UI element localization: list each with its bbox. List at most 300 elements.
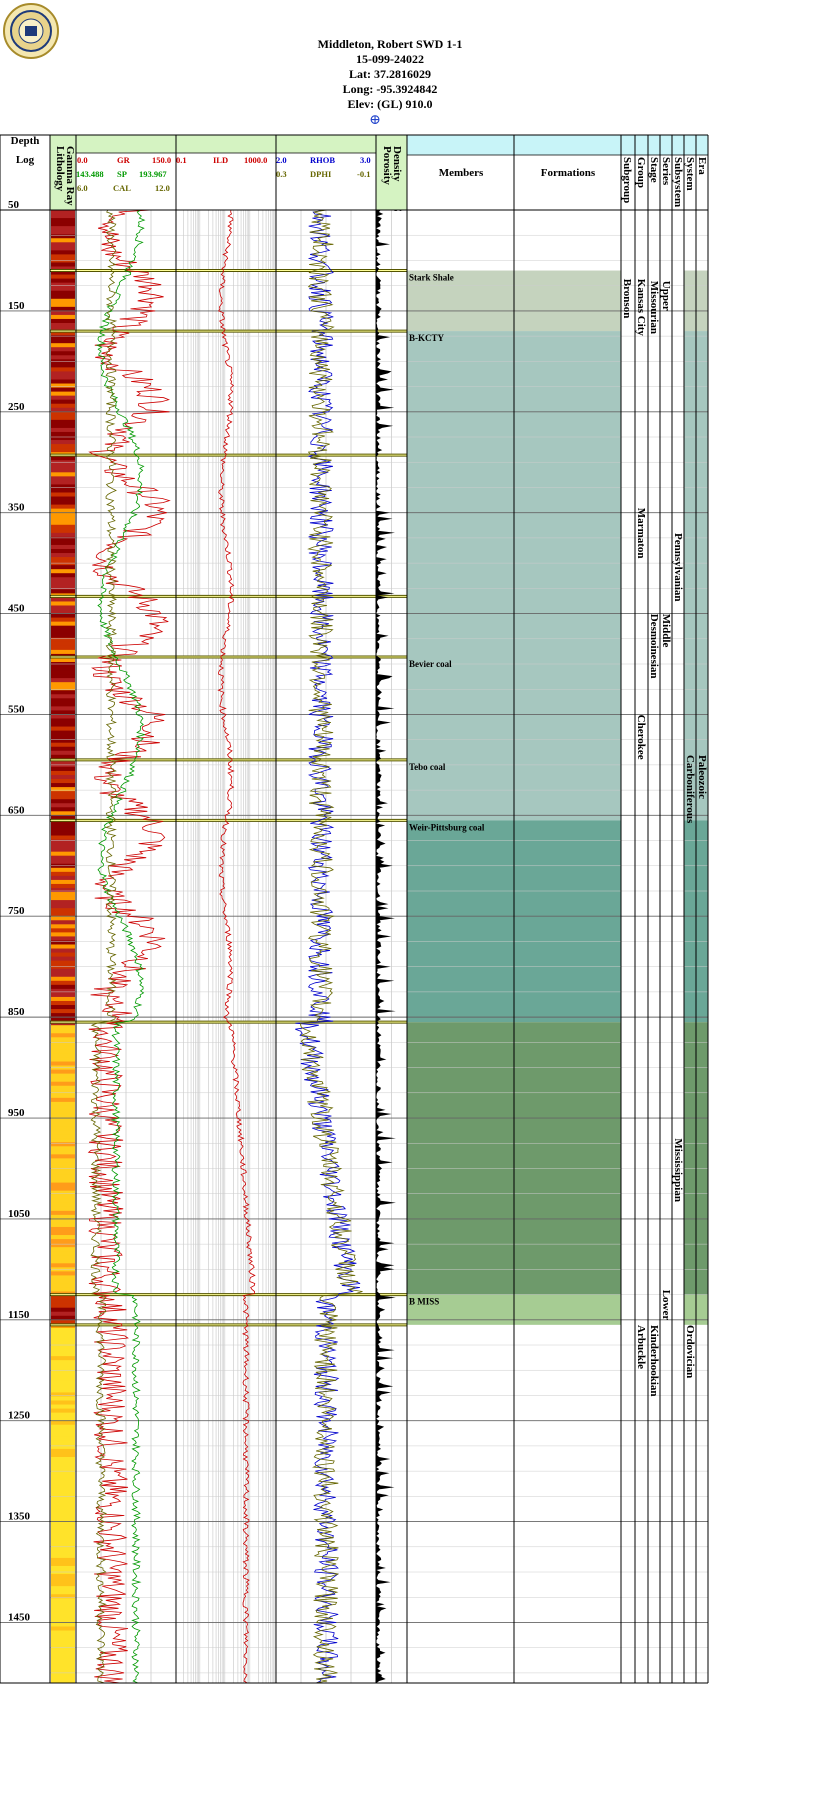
rhob-min: 2.0	[276, 155, 287, 165]
depth-tick-label: 250	[8, 400, 25, 413]
lithology-cell	[51, 791, 75, 796]
lithology-cell	[51, 1465, 75, 1470]
lithology-cell	[51, 723, 75, 728]
lithology-cell	[51, 577, 75, 582]
lithology-cell	[51, 1405, 75, 1410]
depth-tick-label: 350	[8, 501, 25, 514]
lithology-cell	[51, 1009, 75, 1014]
lithology-cell	[51, 371, 75, 376]
lithology-cell	[51, 1090, 75, 1095]
lithology-cell	[51, 1074, 75, 1079]
crosshair-icon[interactable]: ⊕	[369, 113, 381, 128]
lithology-cell	[51, 1263, 75, 1268]
lithology-cell	[51, 295, 75, 300]
lithology-cell	[51, 638, 75, 643]
lithology-cell	[51, 1392, 75, 1397]
lithology-cell	[51, 823, 75, 828]
lithology-cell	[51, 303, 75, 308]
lithology-cell	[51, 396, 75, 401]
porosity-title: Porosity	[381, 146, 393, 185]
lithology-cell	[51, 1352, 75, 1357]
lithology-cell	[51, 1663, 75, 1668]
lithology-cell	[51, 1445, 75, 1450]
lithology-cell	[51, 214, 75, 219]
lithology-cell	[51, 497, 75, 502]
ild-curve	[218, 210, 254, 1683]
lithology-cell	[51, 275, 75, 280]
lithology-cell	[51, 1033, 75, 1038]
lithology-cell	[51, 238, 75, 243]
lithology-cell	[51, 626, 75, 631]
lithology-cell	[51, 1344, 75, 1349]
dphi-min: 0.3	[276, 169, 287, 179]
members-title: Members	[438, 167, 484, 179]
lithology-cell	[51, 1429, 75, 1434]
lithology-cell	[51, 513, 75, 518]
lithology-cell	[51, 444, 75, 449]
lithology-cell	[51, 1283, 75, 1288]
lithology-cell	[51, 1340, 75, 1345]
unit-label: Pennsylvanian	[672, 533, 684, 602]
depth-tick-label: 1150	[8, 1308, 30, 1321]
lithology-cell	[51, 1384, 75, 1389]
lithology-cell	[51, 993, 75, 998]
formation-top-label: Stark Shale	[409, 272, 454, 283]
lithology-cell	[51, 1312, 75, 1317]
dphi-name: DPHI	[310, 169, 332, 179]
depth-tick-label: 1050	[8, 1207, 30, 1220]
lithology-cell	[51, 589, 75, 594]
lithology-cell	[51, 440, 75, 445]
lithology-cell	[51, 1562, 75, 1567]
lithology-cell	[51, 250, 75, 255]
lithology-cell	[51, 1094, 75, 1099]
lithology-cell	[51, 311, 75, 316]
subgroup-title: Subgroup	[621, 157, 633, 204]
series-title: Series	[660, 157, 672, 186]
lithology-cell	[51, 1275, 75, 1280]
lithology-cell	[51, 940, 75, 945]
lithology-cell	[51, 1098, 75, 1103]
lithology-cell	[51, 868, 75, 873]
lithology-cell	[51, 480, 75, 485]
lithology-cell	[51, 1170, 75, 1175]
lithology-cell	[51, 1409, 75, 1414]
era-band	[696, 271, 708, 332]
lithology-cell	[51, 920, 75, 925]
lithology-cell	[51, 1057, 75, 1062]
depth-tick-label: 1450	[8, 1611, 30, 1624]
lithology-cell	[51, 605, 75, 610]
lithology-cell	[51, 1360, 75, 1365]
lithology-cell	[51, 1150, 75, 1155]
lithology-cell	[51, 840, 75, 845]
lithology-cell	[51, 1158, 75, 1163]
lithology-cell	[51, 412, 75, 417]
lithology-cell	[51, 670, 75, 675]
depth-tick-label: 550	[8, 703, 25, 716]
lithology-cell	[51, 359, 75, 364]
lithology-cell	[51, 1550, 75, 1555]
lithology-cell	[51, 537, 75, 542]
unit-label: Missourian	[648, 280, 660, 334]
lithology-cell	[51, 1162, 75, 1167]
lithology-cell	[51, 492, 75, 497]
lithology-cell	[51, 1179, 75, 1184]
lithology-cell	[51, 1457, 75, 1462]
lithology-cell	[51, 1489, 75, 1494]
system-band	[684, 331, 696, 820]
lithology-cell	[51, 1062, 75, 1067]
lithology-cell	[51, 860, 75, 865]
lithology-cell	[51, 1509, 75, 1514]
lithology-cell	[51, 291, 75, 296]
lithology-cell	[51, 977, 75, 982]
ild-name: ILD	[213, 155, 229, 165]
lithology-cell	[51, 319, 75, 324]
lithology-cell	[51, 783, 75, 788]
lithology-cell	[51, 1441, 75, 1446]
lithology-cell	[51, 1005, 75, 1010]
lithology-cell	[51, 476, 75, 481]
lithology-cell	[51, 1388, 75, 1393]
cal-max: 12.0	[155, 183, 170, 193]
lithology-cell	[51, 553, 75, 558]
lithology-cell	[51, 1639, 75, 1644]
lithology-cell	[51, 1086, 75, 1091]
lithology-cell	[51, 735, 75, 740]
lithology-cell	[51, 1627, 75, 1632]
lithology-cell	[51, 1130, 75, 1135]
lithology-cell	[51, 355, 75, 360]
lithology-cell	[51, 1183, 75, 1188]
lithology-cell	[51, 1530, 75, 1535]
lithology-cell	[51, 630, 75, 635]
lithology-cell	[51, 751, 75, 756]
unit-label: Mississippian	[672, 1138, 684, 1202]
subsystem-title: Subsystem	[672, 157, 684, 208]
lithology-cell	[51, 1602, 75, 1607]
lithology-cell	[51, 989, 75, 994]
system-band	[684, 1022, 696, 1294]
lithology-cell	[51, 775, 75, 780]
lithology-cell	[51, 690, 75, 695]
lithology-cell	[51, 731, 75, 736]
lithology-cell	[51, 888, 75, 893]
lithology-cell	[51, 642, 75, 647]
lithology-cell	[51, 1364, 75, 1369]
lithology-cell	[51, 1675, 75, 1680]
depth-tick-label: 1350	[8, 1510, 30, 1523]
api-number: 15-099-24022	[356, 52, 424, 66]
lithology-cell	[51, 1376, 75, 1381]
lithology-cell	[51, 521, 75, 526]
lithology-cell	[51, 1288, 75, 1293]
system-title: System	[684, 157, 696, 191]
lithology-cell	[51, 363, 75, 368]
stage-title: Stage	[648, 157, 660, 183]
lithology-cell	[51, 1231, 75, 1236]
lithology-cell	[51, 743, 75, 748]
lithology-cell	[51, 1199, 75, 1204]
lithology-cell	[51, 1102, 75, 1107]
lithology-cell	[51, 698, 75, 703]
lithology-cell	[51, 1126, 75, 1131]
gr-max: 150.0	[152, 155, 172, 165]
lithology-cell	[51, 844, 75, 849]
lithology-cell	[51, 585, 75, 590]
lithology-cell	[51, 944, 75, 949]
lithology-cell	[51, 1211, 75, 1216]
lithology-cell	[51, 872, 75, 877]
lithology-cell	[51, 1203, 75, 1208]
lithology-cell	[51, 848, 75, 853]
lithology-cell	[51, 1279, 75, 1284]
lithology-cell	[51, 222, 75, 227]
formation-top-label: Tebo coal	[409, 761, 446, 772]
lithology-cell	[51, 1348, 75, 1353]
lithology-cell	[51, 448, 75, 453]
depth-tick-label: 50	[8, 199, 19, 211]
lithology-cell	[51, 674, 75, 679]
lithology-cell	[51, 1219, 75, 1224]
lithology-cell	[51, 1493, 75, 1498]
lithology-cell	[51, 985, 75, 990]
unit-label: Cherokee	[635, 714, 647, 760]
lithology-cell	[51, 614, 75, 619]
lithology-cell	[51, 1304, 75, 1309]
lithology-cell	[51, 1251, 75, 1256]
lithology-cell	[51, 953, 75, 958]
lithology-cell	[51, 436, 75, 441]
lithology-cell	[51, 1154, 75, 1159]
lithology-cell	[51, 404, 75, 409]
lithology-cell	[51, 1029, 75, 1034]
lithology-cell	[51, 347, 75, 352]
system-band	[684, 1295, 696, 1325]
lithology-cell	[51, 1538, 75, 1543]
lithology-cell	[51, 525, 75, 530]
lithology-cell	[51, 916, 75, 921]
lithology-cell	[51, 1635, 75, 1640]
lithology-cell	[51, 456, 75, 461]
lithology-cell	[51, 908, 75, 913]
lithology-cell	[51, 428, 75, 433]
lithology-cell	[51, 1594, 75, 1599]
lithology-cell	[51, 1078, 75, 1083]
lithology-cell	[51, 1501, 75, 1506]
lithology-cell	[51, 1534, 75, 1539]
lithology-cell	[51, 718, 75, 723]
lithology-cell	[51, 1247, 75, 1252]
lithology-cell	[51, 1582, 75, 1587]
depth-tick-label: 450	[8, 602, 25, 615]
unit-label: Carboniferous	[684, 754, 696, 824]
lithology-cell	[51, 1195, 75, 1200]
group-title: Group	[635, 157, 647, 188]
lithology-cell	[51, 1522, 75, 1527]
lithology-cell	[51, 686, 75, 691]
lithology-cell	[51, 1614, 75, 1619]
lithology-cell	[51, 932, 75, 937]
formation-top-label: B MISS	[409, 1296, 440, 1307]
lithology-cell	[51, 545, 75, 550]
lithology-cell	[51, 1473, 75, 1478]
lithology-cell	[51, 936, 75, 941]
lithology-cell	[51, 597, 75, 602]
lithology-cell	[51, 1481, 75, 1486]
lithology-cell	[51, 234, 75, 239]
lithology-cell	[51, 836, 75, 841]
elevation: Elev: (GL) 910.0	[347, 97, 433, 111]
lithology-cell	[51, 400, 75, 405]
log-title: Log	[15, 154, 35, 166]
lithology-cell	[51, 682, 75, 687]
lithology-cell	[51, 727, 75, 732]
rhob-max: 3.0	[360, 155, 371, 165]
lithology-cell	[51, 961, 75, 966]
lithology-cell	[51, 1631, 75, 1636]
cal-min: 6.0	[77, 183, 88, 193]
lithology-cell	[51, 242, 75, 247]
lithology-cell	[51, 658, 75, 663]
lithology-cell	[51, 1606, 75, 1611]
lithology-cell	[51, 388, 75, 393]
rhob-curve	[295, 210, 360, 1683]
lithology-cell	[51, 1433, 75, 1438]
lithology-cell	[51, 1070, 75, 1075]
lithology-cell	[51, 779, 75, 784]
lithology-cell	[51, 1461, 75, 1466]
lithology-cell	[51, 1106, 75, 1111]
lithology-cell	[51, 1308, 75, 1313]
tracks-header-bg	[76, 135, 376, 153]
gr-min: 0.0	[77, 155, 88, 165]
lithology-cell	[51, 246, 75, 251]
lithology-cell	[51, 880, 75, 885]
depth-tick-label: 150	[8, 299, 25, 312]
lithology-cell	[51, 1110, 75, 1115]
ild-max: 1000.0	[244, 155, 268, 165]
lithology-cell	[51, 1655, 75, 1660]
lithology-cell	[51, 279, 75, 284]
lithology-cell	[51, 747, 75, 752]
lithology-cell	[51, 351, 75, 356]
lithology-cell	[51, 1175, 75, 1180]
lithology-cell	[51, 565, 75, 570]
lithology-cell	[51, 706, 75, 711]
lithology-cell	[51, 1574, 75, 1579]
lithology-cell	[51, 1146, 75, 1151]
lithology-cell	[51, 254, 75, 259]
lithology-cell	[51, 876, 75, 881]
lithology-cell	[51, 424, 75, 429]
lithology-cell	[51, 367, 75, 372]
cal-curve	[91, 210, 116, 1683]
lithology-cell	[51, 1227, 75, 1232]
lithology-cell	[51, 714, 75, 719]
well-name: Middleton, Robert SWD 1-1	[317, 37, 463, 51]
depth-tick-label: 850	[8, 1006, 25, 1019]
lithology-cell	[51, 803, 75, 808]
lithology-cell	[51, 299, 75, 304]
lithology-cell	[51, 1526, 75, 1531]
unit-label: Marmaton	[635, 507, 647, 559]
lithology-cell	[51, 981, 75, 986]
lithology-cell	[51, 904, 75, 909]
lithology-cell	[51, 787, 75, 792]
lithology-cell	[51, 1610, 75, 1615]
cal-name: CAL	[113, 183, 131, 193]
lithology-cell	[51, 831, 75, 836]
lithology-cell	[51, 375, 75, 380]
lithology-cell	[51, 1643, 75, 1648]
lithology-cell	[51, 795, 75, 800]
lithology-cell	[51, 472, 75, 477]
lithology-cell	[51, 1356, 75, 1361]
rhob-name: RHOB	[310, 155, 336, 165]
ild-min: 0.1	[176, 155, 187, 165]
lithology-cell	[51, 416, 75, 421]
unit-label: Ordovician	[684, 1325, 696, 1379]
lithology-cell	[51, 1505, 75, 1510]
lithology-cell	[51, 807, 75, 812]
lithology-cell	[51, 767, 75, 772]
lithology-cell	[51, 1598, 75, 1603]
lithology-cell	[51, 949, 75, 954]
lithology-cell	[51, 957, 75, 962]
unit-label: Paleozoic	[696, 754, 708, 799]
unit-label: Kansas City	[635, 278, 647, 336]
lithology-cell	[51, 799, 75, 804]
lithology-cell	[51, 1453, 75, 1458]
lithology-cell	[51, 420, 75, 425]
lithology-cell	[51, 900, 75, 905]
lithology-cell	[51, 573, 75, 578]
lithology-cell	[51, 1558, 75, 1563]
lithology-cell	[51, 1622, 75, 1627]
formation-top-label: B-KCTY	[409, 333, 445, 344]
lithology-cell	[51, 694, 75, 699]
lithology-cell	[51, 1647, 75, 1652]
lithology-cell	[51, 852, 75, 857]
lithology-cell	[51, 569, 75, 574]
lithology-cell	[51, 1049, 75, 1054]
lithology-cell	[51, 1223, 75, 1228]
lithology-cell	[51, 650, 75, 655]
lithology-cell	[51, 856, 75, 861]
lithology-cell	[51, 1045, 75, 1050]
unit-label: Lower	[660, 1289, 672, 1321]
strat-header-bg	[407, 135, 708, 155]
lithology-cell	[51, 1651, 75, 1656]
lithology-cell	[51, 892, 75, 897]
unit-label: Upper	[660, 280, 672, 311]
dphi-max: -0.1	[357, 169, 371, 179]
lithology-cell	[51, 1542, 75, 1547]
lithology-cell	[51, 1425, 75, 1430]
lithology-cell	[51, 1380, 75, 1385]
lithology-cell	[51, 1332, 75, 1337]
lithology-cell	[51, 283, 75, 288]
lithology-cell	[51, 1413, 75, 1418]
lithology-cell	[51, 666, 75, 671]
lithology-cell	[51, 1118, 75, 1123]
lithology-cell	[51, 634, 75, 639]
latitude: Lat: 37.2816029	[349, 67, 431, 81]
lithology-cell	[51, 501, 75, 506]
dphi-curve	[301, 210, 363, 1683]
